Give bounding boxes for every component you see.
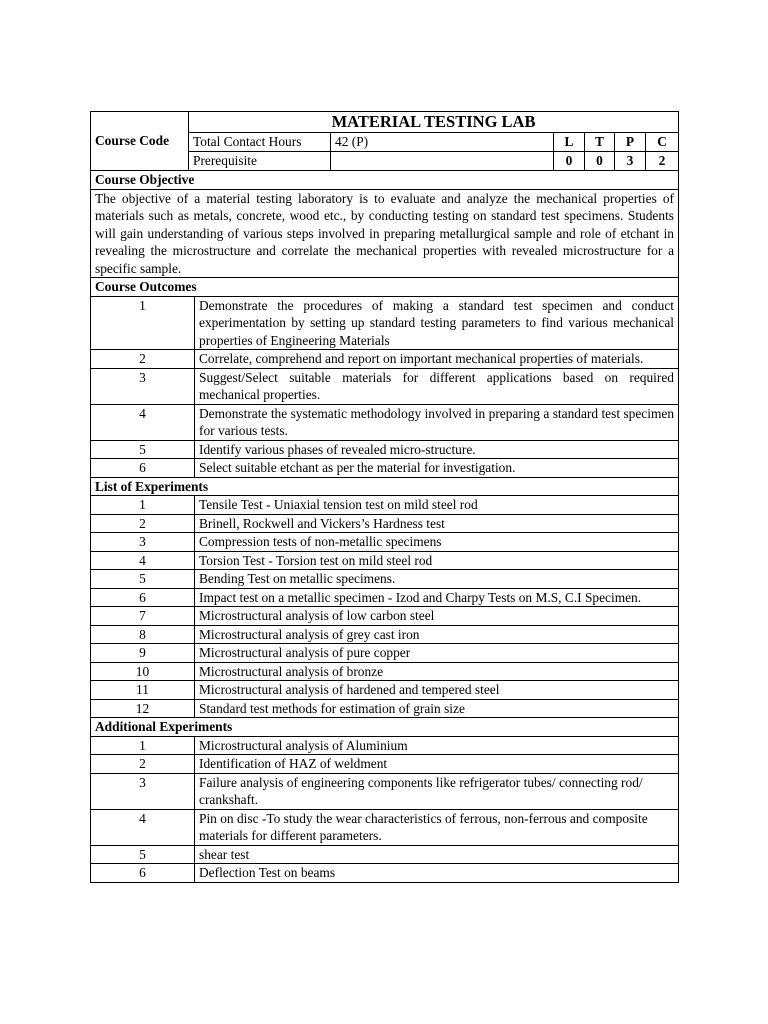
outcome-row <box>91 404 679 440</box>
outcome-row-text: Correlate, comprehend and report on important mechanical properties of materials. <box>195 350 679 369</box>
experiment-row-text: Microstructural analysis of grey cast iron <box>195 625 679 644</box>
ltpc-label-l: L <box>554 133 585 152</box>
additional-experiment-row <box>91 809 679 845</box>
prerequisite-value <box>331 152 554 171</box>
outcome-row-text: Identify various phases of revealed micro-structure. <box>195 440 679 459</box>
outcome-row <box>91 440 679 459</box>
course-objective-heading: Course Objective <box>91 171 679 190</box>
experiment-row <box>91 570 679 589</box>
experiment-row-text: Brinell, Rockwell and Vickers’s Hardness test <box>195 514 679 533</box>
experiment-row-number: 9 <box>91 644 195 663</box>
experiment-row-number: 5 <box>91 570 195 589</box>
experiment-row <box>91 533 679 552</box>
outcome-row-number: 4 <box>91 404 195 440</box>
additional-experiment-row <box>91 755 679 774</box>
additional-experiment-row-number: 1 <box>91 736 195 755</box>
ltpc-value-l: 0 <box>554 152 585 171</box>
outcome-row-number: 6 <box>91 459 195 478</box>
additional-experiment-row-number: 3 <box>91 773 195 809</box>
experiment-row-text: Tensile Test - Uniaxial tension test on mild steel rod <box>195 496 679 515</box>
additional-experiments-heading: Additional Experiments <box>91 718 679 737</box>
additional-experiments-list <box>91 736 679 882</box>
total-contact-hours-label: Total Contact Hours <box>189 133 331 152</box>
additional-experiment-row-number: 6 <box>91 864 195 883</box>
outcome-row <box>91 296 679 350</box>
experiment-row-text: Microstructural analysis of hardened and tempered steel <box>195 681 679 700</box>
additional-experiment-row-text: Failure analysis of engineering components like refrigerator tubes/ connecting rod/ crankshaft. <box>195 773 679 809</box>
experiment-row-text: Microstructural analysis of low carbon steel <box>195 607 679 626</box>
ltpc-value-c: 2 <box>646 152 679 171</box>
syllabus-page <box>90 111 678 883</box>
course-outcomes-heading: Course Outcomes <box>91 278 679 297</box>
ltpc-label-p: P <box>615 133 646 152</box>
course-objective-text: The objective of a material testing laboratory is to evaluate and analyze the mechanical properties of materials such as metals, concrete, wood etc., by conducting testing on standard test specimens. Students will gain understanding of various steps involved in preparing metallurgical sample and role of etchant in revealing the microstructure and correlate the mechanical properties with revealed microstructure for a specific sample. <box>91 189 679 278</box>
additional-experiment-row <box>91 845 679 864</box>
course-body-table <box>90 170 679 883</box>
ltpc-value-p: 3 <box>615 152 646 171</box>
experiment-row-text: Compression tests of non-metallic specimens <box>195 533 679 552</box>
outcome-row <box>91 368 679 404</box>
additional-experiment-row-text: Deflection Test on beams <box>195 864 679 883</box>
experiment-row <box>91 644 679 663</box>
outcome-row-text: Demonstrate the systematic methodology involved in preparing a standard test specimen for various tests. <box>195 404 679 440</box>
experiment-row-number: 12 <box>91 699 195 718</box>
experiment-row-number: 3 <box>91 533 195 552</box>
experiment-row <box>91 625 679 644</box>
experiment-row-number: 1 <box>91 496 195 515</box>
additional-experiment-row-number: 5 <box>91 845 195 864</box>
ltpc-value-t: 0 <box>585 152 615 171</box>
experiment-row-number: 8 <box>91 625 195 644</box>
additional-experiment-row <box>91 773 679 809</box>
experiment-row <box>91 681 679 700</box>
experiment-row <box>91 514 679 533</box>
additional-experiment-row <box>91 736 679 755</box>
course-title: MATERIAL TESTING LAB <box>189 112 679 133</box>
additional-experiment-row <box>91 864 679 883</box>
outcome-row-text: Select suitable etchant as per the material for investigation. <box>195 459 679 478</box>
experiment-row-number: 7 <box>91 607 195 626</box>
total-contact-hours-value: 42 (P) <box>331 133 554 152</box>
prerequisite-label: Prerequisite <box>189 152 331 171</box>
outcome-row-number: 2 <box>91 350 195 369</box>
ltpc-label-c: C <box>646 133 679 152</box>
outcome-row-number: 1 <box>91 296 195 350</box>
experiment-row-text: Torsion Test - Torsion test on mild steel rod <box>195 551 679 570</box>
experiments-heading: List of Experiments <box>91 477 679 496</box>
outcome-row-number: 5 <box>91 440 195 459</box>
outcome-row <box>91 459 679 478</box>
experiment-row <box>91 496 679 515</box>
additional-experiment-row-text: Identification of HAZ of weldment <box>195 755 679 774</box>
outcome-row-number: 3 <box>91 368 195 404</box>
outcome-row-text: Demonstrate the procedures of making a standard test specimen and conduct experimentation by setting up standard testing parameters to find various mechanical properties of Engineering Materials <box>195 296 679 350</box>
course-outcomes-list <box>91 296 679 477</box>
additional-experiment-row-text: Microstructural analysis of Aluminium <box>195 736 679 755</box>
outcome-row <box>91 350 679 369</box>
experiment-row <box>91 551 679 570</box>
experiment-row-number: 10 <box>91 662 195 681</box>
experiment-row-text: Impact test on a metallic specimen - Izod and Charpy Tests on M.S, C.I Specimen. <box>195 588 679 607</box>
course-code-label: Course Code <box>91 112 189 171</box>
outcome-row-text: Suggest/Select suitable materials for different applications based on required mechanical properties. <box>195 368 679 404</box>
additional-experiment-row-number: 2 <box>91 755 195 774</box>
experiment-row-text: Microstructural analysis of pure copper <box>195 644 679 663</box>
additional-experiment-row-number: 4 <box>91 809 195 845</box>
additional-experiment-row-text: shear test <box>195 845 679 864</box>
experiment-row <box>91 662 679 681</box>
experiment-row <box>91 588 679 607</box>
course-header-table <box>90 111 679 171</box>
experiment-row-number: 6 <box>91 588 195 607</box>
experiment-row-number: 2 <box>91 514 195 533</box>
experiment-row-number: 11 <box>91 681 195 700</box>
experiment-row <box>91 699 679 718</box>
experiment-row <box>91 607 679 626</box>
ltpc-label-t: T <box>585 133 615 152</box>
experiment-row-text: Microstructural analysis of bronze <box>195 662 679 681</box>
experiments-list <box>91 496 679 718</box>
additional-experiment-row-text: Pin on disc -To study the wear characteristics of ferrous, non-ferrous and composite materials for different parameters. <box>195 809 679 845</box>
experiment-row-number: 4 <box>91 551 195 570</box>
experiment-row-text: Bending Test on metallic specimens. <box>195 570 679 589</box>
experiment-row-text: Standard test methods for estimation of grain size <box>195 699 679 718</box>
